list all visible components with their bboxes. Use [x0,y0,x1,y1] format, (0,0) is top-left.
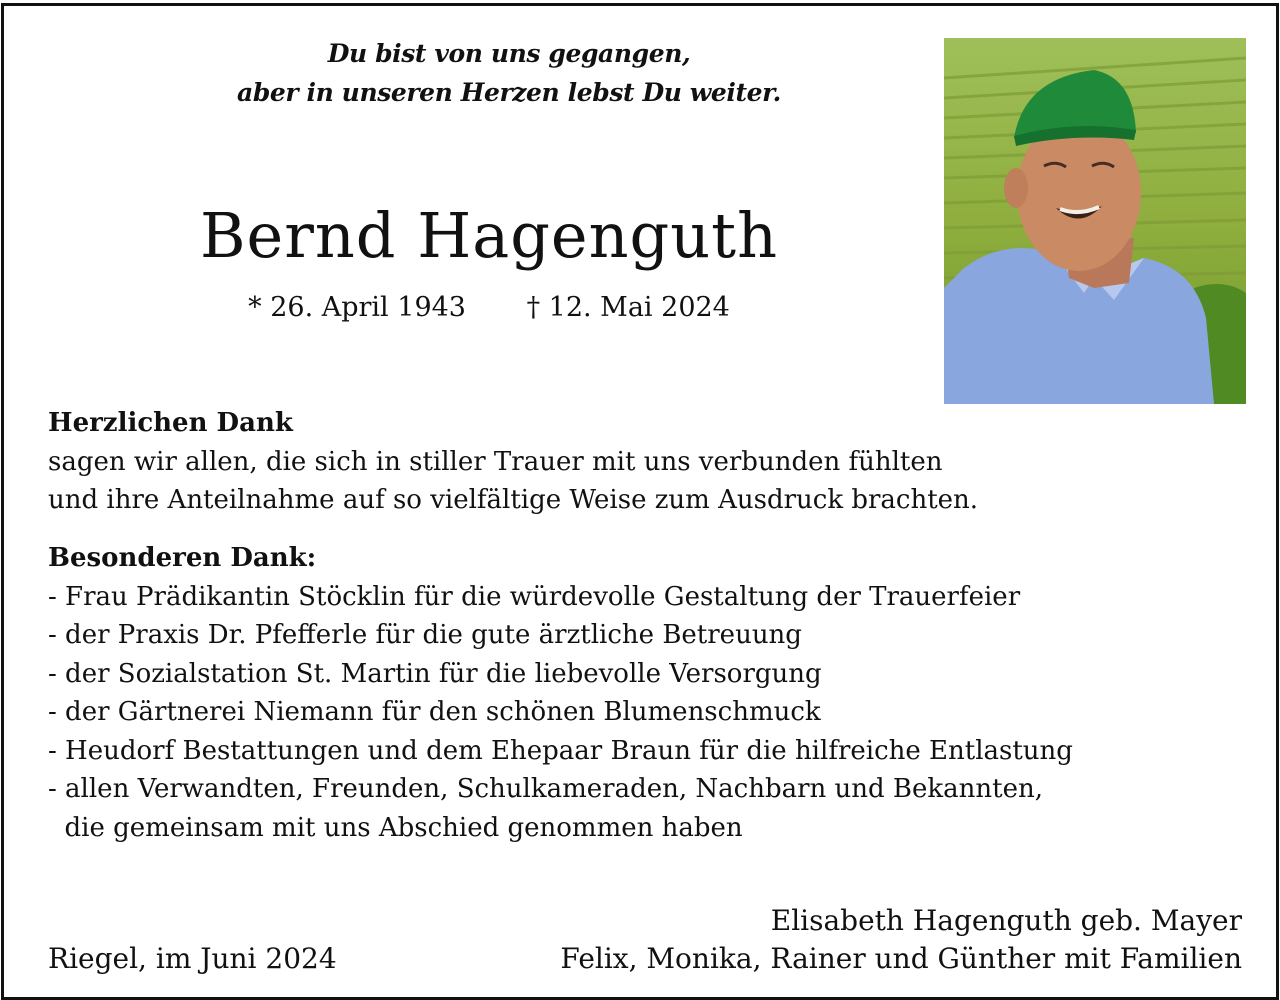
life-dates [44,290,934,326]
obituary-notice [1,3,1279,1000]
thanks-line: sagen wir allen, die sich in stiller Trauer mit uns verbunden fühlten [48,446,943,477]
signatories [560,902,1242,978]
signatory: Elisabeth Hagenguth geb. Mayer [770,904,1242,937]
ear [1004,168,1028,208]
motto-line-1: Du bist von uns gegangen, [327,39,691,68]
special-thanks-item: - der Praxis Dr. Pfefferle für die gute ärztliche Betreuung [48,620,802,650]
special-thanks-item: - Frau Prädikantin Stöcklin für die würdevolle Gestaltung der Trauerfeier [48,581,1021,612]
death-date: † 12. Mai 2024 [526,292,730,323]
thanks-line: und ihre Anteilnahme auf so vielfältige Weise zum Ausdruck brachten. [48,485,979,515]
special-thanks-heading: Besonderen Dank: [48,543,317,573]
special-thanks-item: - Heudorf Bestattungen und dem Ehepaar Braun für die hilfreiche Entlastung [48,735,1073,766]
motto-line-2: aber in unseren Herzen lebst Du weiter. [237,78,781,107]
signatory: Felix, Monika, Rainer und Günther mit Familien [560,942,1242,975]
special-thanks-section [48,539,1073,847]
special-thanks-item: - der Gärtnerei Niemann für den schönen Blumenschmuck [48,697,821,727]
portrait-illustration [944,38,1246,404]
birth-date: * 26. April 1943 [248,292,466,323]
special-thanks-item: - allen Verwandten, Freunden, Schulkameraden, Nachbarn und Bekannten, [48,774,1044,804]
portrait-photo [944,38,1246,404]
deceased-name: Bernd Hagenguth [199,199,779,272]
special-thanks-item: - der Sozialstation St. Martin für die liebevolle Versorgung [48,658,822,689]
thanks-heading: Herzlichen Dank [48,408,293,438]
thanks-section [48,404,978,520]
special-thanks-item: die gemeinsam mit uns Abschied genommen haben [48,812,743,843]
place-date: Riegel, im Juni 2024 [48,942,337,975]
